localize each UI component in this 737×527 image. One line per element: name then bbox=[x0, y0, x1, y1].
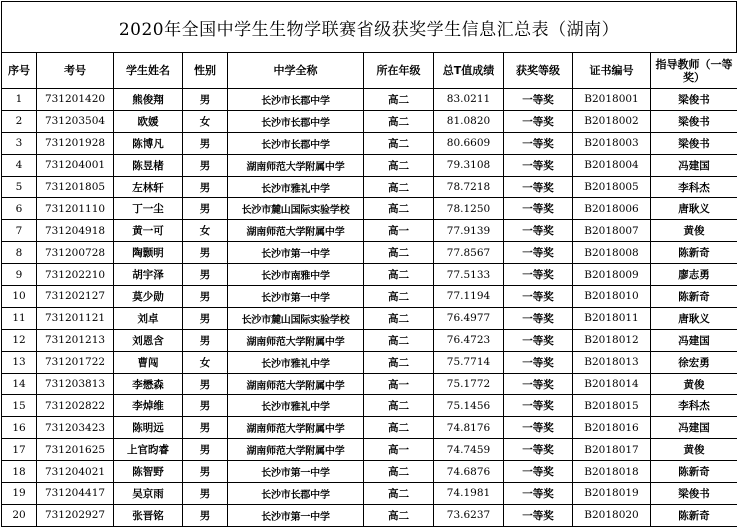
cell-certificate: B2018003 bbox=[573, 132, 651, 154]
cell-school: 湖南师范大学附属中学 bbox=[228, 220, 364, 242]
cell-school: 长沙市长郡中学 bbox=[228, 483, 364, 505]
cell-school: 长沙市麓山国际实验学校 bbox=[228, 198, 364, 220]
cell-award: 一等奖 bbox=[504, 504, 573, 526]
cell-school: 长沙市麓山国际实验学校 bbox=[228, 307, 364, 329]
cell-gender: 男 bbox=[183, 89, 228, 111]
cell-teacher: 徐宏勇 bbox=[651, 351, 737, 373]
table-row bbox=[2, 176, 737, 198]
cell-gender: 女 bbox=[183, 220, 228, 242]
cell-teacher: 黄俊 bbox=[651, 373, 737, 395]
cell-index: 6 bbox=[2, 198, 37, 220]
cell-award: 一等奖 bbox=[504, 198, 573, 220]
cell-gender: 男 bbox=[183, 307, 228, 329]
cell-exam-no: 731204021 bbox=[37, 461, 114, 483]
cell-grade: 高二 bbox=[364, 504, 434, 526]
cell-teacher: 廖志勇 bbox=[651, 264, 737, 286]
header-gender: 性别 bbox=[183, 53, 228, 89]
cell-school: 湖南师范大学附属中学 bbox=[228, 329, 364, 351]
cell-student-name: 丁一尘 bbox=[114, 198, 183, 220]
table-row bbox=[2, 483, 737, 505]
cell-award: 一等奖 bbox=[504, 154, 573, 176]
table-row bbox=[2, 110, 737, 132]
cell-student-name: 曹闯 bbox=[114, 351, 183, 373]
header-certificate: 证书编号 bbox=[573, 53, 651, 89]
header-school: 中学全称 bbox=[228, 53, 364, 89]
cell-score: 77.5133 bbox=[434, 264, 504, 286]
cell-gender: 男 bbox=[183, 176, 228, 198]
cell-index: 11 bbox=[2, 307, 37, 329]
table-row bbox=[2, 198, 737, 220]
cell-student-name: 陈明远 bbox=[114, 417, 183, 439]
cell-grade: 高二 bbox=[364, 176, 434, 198]
cell-exam-no: 731204918 bbox=[37, 220, 114, 242]
cell-index: 14 bbox=[2, 373, 37, 395]
cell-exam-no: 731202210 bbox=[37, 264, 114, 286]
table-row bbox=[2, 154, 737, 176]
cell-exam-no: 731201213 bbox=[37, 329, 114, 351]
cell-student-name: 欧媛 bbox=[114, 110, 183, 132]
cell-student-name: 左林轩 bbox=[114, 176, 183, 198]
cell-teacher: 陈新奇 bbox=[651, 461, 737, 483]
cell-grade: 高二 bbox=[364, 395, 434, 417]
cell-student-name: 陈博凡 bbox=[114, 132, 183, 154]
cell-teacher: 梁俊书 bbox=[651, 89, 737, 111]
cell-school: 长沙市雅礼中学 bbox=[228, 395, 364, 417]
cell-certificate: B2018011 bbox=[573, 307, 651, 329]
cell-teacher: 冯建国 bbox=[651, 154, 737, 176]
table-row bbox=[2, 89, 737, 111]
cell-award: 一等奖 bbox=[504, 461, 573, 483]
cell-school: 长沙市第一中学 bbox=[228, 242, 364, 264]
table-row bbox=[2, 504, 737, 526]
cell-teacher: 唐耿义 bbox=[651, 307, 737, 329]
cell-index: 4 bbox=[2, 154, 37, 176]
cell-award: 一等奖 bbox=[504, 329, 573, 351]
cell-award: 一等奖 bbox=[504, 417, 573, 439]
cell-gender: 男 bbox=[183, 417, 228, 439]
cell-teacher: 黄俊 bbox=[651, 220, 737, 242]
cell-certificate: B2018013 bbox=[573, 351, 651, 373]
cell-award: 一等奖 bbox=[504, 395, 573, 417]
cell-award: 一等奖 bbox=[504, 132, 573, 154]
cell-exam-no: 731204001 bbox=[37, 154, 114, 176]
cell-score: 74.7459 bbox=[434, 439, 504, 461]
cell-certificate: B2018005 bbox=[573, 176, 651, 198]
cell-gender: 男 bbox=[183, 439, 228, 461]
cell-award: 一等奖 bbox=[504, 176, 573, 198]
header-score: 总T值成绩 bbox=[434, 53, 504, 89]
table-row bbox=[2, 417, 737, 439]
cell-score: 75.7714 bbox=[434, 351, 504, 373]
cell-index: 10 bbox=[2, 286, 37, 308]
cell-index: 15 bbox=[2, 395, 37, 417]
cell-index: 13 bbox=[2, 351, 37, 373]
cell-score: 81.0820 bbox=[434, 110, 504, 132]
cell-teacher: 黄俊 bbox=[651, 439, 737, 461]
cell-school: 长沙市南雅中学 bbox=[228, 264, 364, 286]
cell-index: 19 bbox=[2, 483, 37, 505]
cell-grade: 高一 bbox=[364, 220, 434, 242]
cell-student-name: 李焯维 bbox=[114, 395, 183, 417]
cell-teacher: 李科杰 bbox=[651, 176, 737, 198]
cell-score: 74.8176 bbox=[434, 417, 504, 439]
cell-student-name: 吴京雨 bbox=[114, 483, 183, 505]
cell-school: 湖南师范大学附属中学 bbox=[228, 439, 364, 461]
cell-index: 1 bbox=[2, 89, 37, 111]
cell-certificate: B2018002 bbox=[573, 110, 651, 132]
cell-exam-no: 731201722 bbox=[37, 351, 114, 373]
cell-certificate: B2018010 bbox=[573, 286, 651, 308]
cell-school: 长沙市第一中学 bbox=[228, 286, 364, 308]
cell-student-name: 张晋铭 bbox=[114, 504, 183, 526]
table-row bbox=[2, 286, 737, 308]
cell-exam-no: 731201805 bbox=[37, 176, 114, 198]
table-row bbox=[2, 307, 737, 329]
cell-score: 77.9139 bbox=[434, 220, 504, 242]
header-grade: 所在年级 bbox=[364, 53, 434, 89]
cell-teacher: 李科杰 bbox=[651, 395, 737, 417]
cell-index: 17 bbox=[2, 439, 37, 461]
cell-school: 长沙市第一中学 bbox=[228, 461, 364, 483]
cell-gender: 男 bbox=[183, 504, 228, 526]
cell-index: 18 bbox=[2, 461, 37, 483]
cell-gender: 男 bbox=[183, 242, 228, 264]
cell-score: 73.6237 bbox=[434, 504, 504, 526]
cell-score: 75.1772 bbox=[434, 373, 504, 395]
cell-student-name: 陶颢明 bbox=[114, 242, 183, 264]
cell-teacher: 冯建国 bbox=[651, 417, 737, 439]
cell-award: 一等奖 bbox=[504, 351, 573, 373]
cell-student-name: 陈智野 bbox=[114, 461, 183, 483]
table-row bbox=[2, 242, 737, 264]
cell-exam-no: 731201625 bbox=[37, 439, 114, 461]
cell-score: 75.1456 bbox=[434, 395, 504, 417]
cell-award: 一等奖 bbox=[504, 242, 573, 264]
cell-grade: 高二 bbox=[364, 132, 434, 154]
cell-gender: 男 bbox=[183, 132, 228, 154]
cell-school: 长沙市长郡中学 bbox=[228, 89, 364, 111]
cell-teacher: 唐耿义 bbox=[651, 198, 737, 220]
cell-school: 湖南师范大学附属中学 bbox=[228, 154, 364, 176]
cell-exam-no: 731203423 bbox=[37, 417, 114, 439]
cell-grade: 高二 bbox=[364, 329, 434, 351]
cell-certificate: B2018019 bbox=[573, 483, 651, 505]
cell-certificate: B2018008 bbox=[573, 242, 651, 264]
cell-student-name: 刘卓 bbox=[114, 307, 183, 329]
cell-certificate: B2018001 bbox=[573, 89, 651, 111]
cell-teacher: 陈新奇 bbox=[651, 242, 737, 264]
cell-school: 长沙市雅礼中学 bbox=[228, 351, 364, 373]
cell-exam-no: 731202127 bbox=[37, 286, 114, 308]
cell-gender: 男 bbox=[183, 395, 228, 417]
cell-school: 长沙市长郡中学 bbox=[228, 132, 364, 154]
cell-score: 76.4723 bbox=[434, 329, 504, 351]
header-exam-no: 考号 bbox=[37, 53, 114, 89]
cell-teacher: 梁俊书 bbox=[651, 483, 737, 505]
header-index: 序号 bbox=[2, 53, 37, 89]
cell-certificate: B2018018 bbox=[573, 461, 651, 483]
cell-gender: 女 bbox=[183, 110, 228, 132]
cell-index: 5 bbox=[2, 176, 37, 198]
header-row bbox=[2, 53, 737, 89]
cell-award: 一等奖 bbox=[504, 286, 573, 308]
table-row bbox=[2, 395, 737, 417]
award-table bbox=[1, 52, 737, 527]
cell-certificate: B2018015 bbox=[573, 395, 651, 417]
cell-gender: 男 bbox=[183, 264, 228, 286]
table-row bbox=[2, 329, 737, 351]
cell-score: 79.3108 bbox=[434, 154, 504, 176]
table-row bbox=[2, 220, 737, 242]
cell-exam-no: 731201121 bbox=[37, 307, 114, 329]
sheet-title: 2020年全国中学生生物学联赛省级获奖学生信息汇总表（湖南） bbox=[1, 1, 737, 53]
cell-teacher: 冯建国 bbox=[651, 329, 737, 351]
cell-grade: 高二 bbox=[364, 110, 434, 132]
header-student-name: 学生姓名 bbox=[114, 53, 183, 89]
cell-exam-no: 731201420 bbox=[37, 89, 114, 111]
cell-certificate: B2018009 bbox=[573, 264, 651, 286]
cell-index: 8 bbox=[2, 242, 37, 264]
header-award: 获奖等级 bbox=[504, 53, 573, 89]
cell-student-name: 李懋森 bbox=[114, 373, 183, 395]
cell-student-name: 胡宇泽 bbox=[114, 264, 183, 286]
cell-grade: 高二 bbox=[364, 483, 434, 505]
cell-grade: 高二 bbox=[364, 242, 434, 264]
cell-school: 长沙市第一中学 bbox=[228, 504, 364, 526]
cell-award: 一等奖 bbox=[504, 89, 573, 111]
cell-student-name: 陈昱楮 bbox=[114, 154, 183, 176]
cell-grade: 高二 bbox=[364, 461, 434, 483]
cell-grade: 高二 bbox=[364, 198, 434, 220]
cell-award: 一等奖 bbox=[504, 373, 573, 395]
cell-award: 一等奖 bbox=[504, 439, 573, 461]
table-row bbox=[2, 264, 737, 286]
cell-student-name: 熊俊翔 bbox=[114, 89, 183, 111]
cell-certificate: B2018020 bbox=[573, 504, 651, 526]
cell-teacher: 陈新奇 bbox=[651, 286, 737, 308]
cell-grade: 高一 bbox=[364, 439, 434, 461]
cell-score: 80.6609 bbox=[434, 132, 504, 154]
cell-award: 一等奖 bbox=[504, 264, 573, 286]
cell-exam-no: 731200728 bbox=[37, 242, 114, 264]
cell-gender: 男 bbox=[183, 286, 228, 308]
cell-certificate: B2018012 bbox=[573, 329, 651, 351]
cell-gender: 男 bbox=[183, 373, 228, 395]
header-teacher: 指导教师（一等奖） bbox=[651, 53, 737, 89]
cell-exam-no: 731202927 bbox=[37, 504, 114, 526]
cell-index: 16 bbox=[2, 417, 37, 439]
cell-grade: 高二 bbox=[364, 417, 434, 439]
cell-grade: 高二 bbox=[364, 89, 434, 111]
cell-score: 74.6876 bbox=[434, 461, 504, 483]
table-row bbox=[2, 132, 737, 154]
cell-gender: 男 bbox=[183, 329, 228, 351]
cell-certificate: B2018014 bbox=[573, 373, 651, 395]
cell-school: 湖南师范大学附属中学 bbox=[228, 373, 364, 395]
cell-exam-no: 731203504 bbox=[37, 110, 114, 132]
table-row bbox=[2, 351, 737, 373]
cell-certificate: B2018016 bbox=[573, 417, 651, 439]
cell-award: 一等奖 bbox=[504, 110, 573, 132]
cell-grade: 高二 bbox=[364, 154, 434, 176]
cell-grade: 高二 bbox=[364, 351, 434, 373]
cell-award: 一等奖 bbox=[504, 307, 573, 329]
cell-school: 湖南师范大学附属中学 bbox=[228, 417, 364, 439]
cell-teacher: 梁俊书 bbox=[651, 132, 737, 154]
cell-score: 78.1250 bbox=[434, 198, 504, 220]
cell-certificate: B2018007 bbox=[573, 220, 651, 242]
cell-gender: 女 bbox=[183, 351, 228, 373]
cell-score: 78.7218 bbox=[434, 176, 504, 198]
cell-index: 2 bbox=[2, 110, 37, 132]
cell-award: 一等奖 bbox=[504, 220, 573, 242]
cell-score: 77.1194 bbox=[434, 286, 504, 308]
cell-exam-no: 731203813 bbox=[37, 373, 114, 395]
cell-grade: 高二 bbox=[364, 286, 434, 308]
cell-grade: 高一 bbox=[364, 373, 434, 395]
table-row bbox=[2, 461, 737, 483]
cell-student-name: 刘恩含 bbox=[114, 329, 183, 351]
cell-gender: 男 bbox=[183, 154, 228, 176]
cell-gender: 男 bbox=[183, 198, 228, 220]
cell-certificate: B2018006 bbox=[573, 198, 651, 220]
cell-gender: 男 bbox=[183, 483, 228, 505]
cell-school: 长沙市雅礼中学 bbox=[228, 176, 364, 198]
cell-index: 3 bbox=[2, 132, 37, 154]
cell-student-name: 莫少勋 bbox=[114, 286, 183, 308]
cell-exam-no: 731202822 bbox=[37, 395, 114, 417]
cell-index: 12 bbox=[2, 329, 37, 351]
cell-exam-no: 731204417 bbox=[37, 483, 114, 505]
cell-teacher: 陈新奇 bbox=[651, 504, 737, 526]
cell-score: 83.0211 bbox=[434, 89, 504, 111]
table-row bbox=[2, 439, 737, 461]
cell-score: 74.1981 bbox=[434, 483, 504, 505]
cell-index: 20 bbox=[2, 504, 37, 526]
cell-index: 7 bbox=[2, 220, 37, 242]
cell-certificate: B2018004 bbox=[573, 154, 651, 176]
cell-score: 77.8567 bbox=[434, 242, 504, 264]
cell-certificate: B2018017 bbox=[573, 439, 651, 461]
cell-index: 9 bbox=[2, 264, 37, 286]
cell-exam-no: 731201928 bbox=[37, 132, 114, 154]
cell-student-name: 上官昀睿 bbox=[114, 439, 183, 461]
table-row bbox=[2, 373, 737, 395]
cell-gender: 男 bbox=[183, 461, 228, 483]
cell-score: 76.4977 bbox=[434, 307, 504, 329]
cell-exam-no: 731201110 bbox=[37, 198, 114, 220]
cell-grade: 高二 bbox=[364, 264, 434, 286]
cell-teacher: 梁俊书 bbox=[651, 110, 737, 132]
cell-grade: 高二 bbox=[364, 307, 434, 329]
cell-school: 长沙市长郡中学 bbox=[228, 110, 364, 132]
cell-student-name: 黄一可 bbox=[114, 220, 183, 242]
cell-award: 一等奖 bbox=[504, 483, 573, 505]
